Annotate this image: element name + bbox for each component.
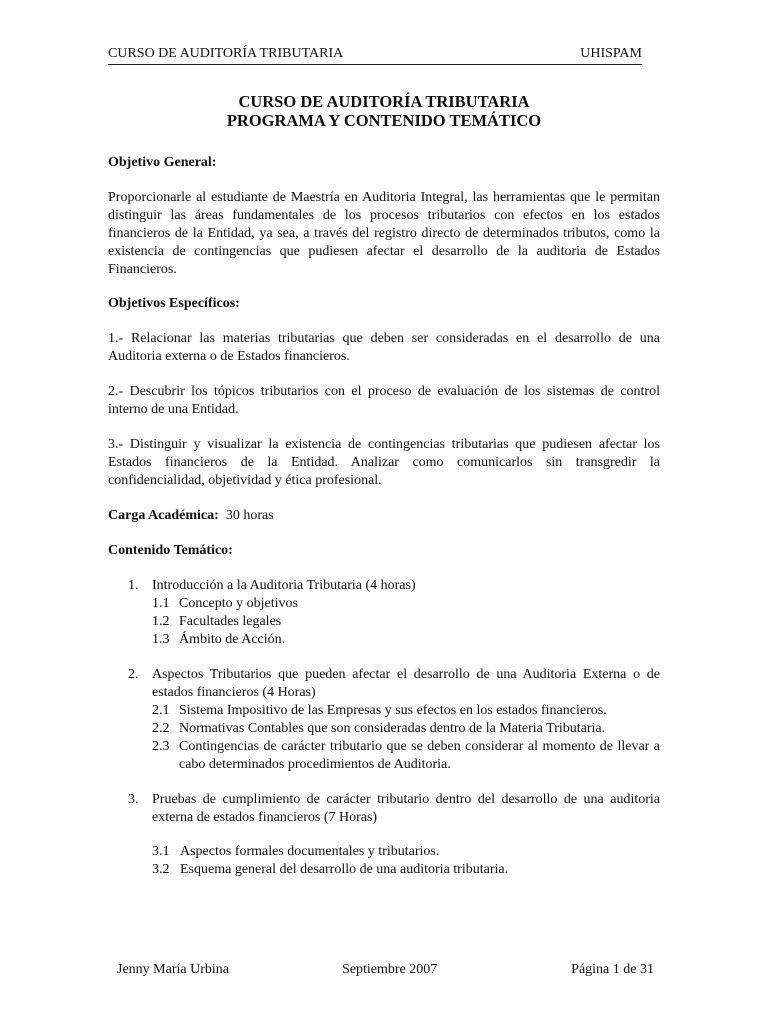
carga-academica-label: Carga Académica: xyxy=(108,508,219,523)
topic-1 xyxy=(108,577,660,595)
objetivos-especificos-heading: Objetivos Específicos: xyxy=(108,296,240,311)
subtopic-3-1 xyxy=(152,843,660,861)
subtopic-1-1 xyxy=(152,595,660,613)
carga-academica-value: 30 horas xyxy=(225,508,274,523)
subtopic-text: Aspectos formales documentales y tributarios. xyxy=(180,844,440,859)
subtopic-number: 2.3 xyxy=(152,739,170,754)
topic-number: 2. xyxy=(128,667,139,682)
subtopic-text: Contingencias de carácter tributario que se deben considerar al momento de llevar a cabo determinados procedimientos de Auditoria. xyxy=(179,739,660,772)
header-institution: UHISPAM xyxy=(580,46,642,61)
subtopic-number: 1.3 xyxy=(152,632,170,647)
footer-page-number: Página 1 de 31 xyxy=(571,962,654,977)
subtopic-number: 2.2 xyxy=(152,721,170,736)
subtopic-2-3 xyxy=(152,738,660,774)
subtopic-number: 1.1 xyxy=(152,596,170,611)
objetivo-especifico-2: 2.- Descubrir los tópicos tributarios con el proceso de evaluación de los sistemas de control interno de una Entidad. xyxy=(108,384,660,417)
subtopic-text: Esquema general del desarrollo de una auditoria tributaria. xyxy=(180,862,509,877)
title-line-2: PROGRAMA Y CONTENIDO TEMÁTICO xyxy=(226,111,542,130)
subtopic-text: Normativas Contables que son consideradas dentro de la Materia Tributaria. xyxy=(179,721,606,736)
footer-author: Jenny María Urbina xyxy=(117,962,229,977)
subtopic-number: 3.2 xyxy=(152,862,170,877)
subtopic-2-2 xyxy=(152,720,660,738)
running-header xyxy=(108,45,642,65)
topic-3 xyxy=(108,791,660,827)
objetivo-especifico-1: 1.- Relacionar las materias tributarias que deben ser consideradas en el desarrollo de una Auditoria externa o de Estados financieros. xyxy=(108,331,660,364)
document-title xyxy=(108,92,660,130)
subtopic-1-2 xyxy=(152,613,660,631)
subtopic-number: 1.2 xyxy=(152,614,170,629)
topic-title: Pruebas de cumplimiento de carácter tributario dentro del desarrollo de una auditoria externa de estados financieros (7 Horas) xyxy=(152,792,660,825)
subtopic-text: Sistema Impositivo de las Empresas y sus efectos en los estados financieros. xyxy=(179,703,607,718)
footer-date: Septiembre 2007 xyxy=(342,962,438,977)
header-course-title: CURSO DE AUDITORÍA TRIBUTARIA xyxy=(108,46,344,61)
title-line-1: CURSO DE AUDITORÍA TRIBUTARIA xyxy=(238,92,530,111)
carga-academica xyxy=(108,507,660,525)
topic-title: Introducción a la Auditoria Tributaria (4 horas) xyxy=(152,578,416,593)
contenido-tematico-heading: Contenido Temático: xyxy=(108,543,233,558)
objetivo-general-heading: Objetivo General: xyxy=(108,155,217,170)
subtopic-number: 3.1 xyxy=(152,844,170,859)
subtopic-text: Concepto y objetivos xyxy=(179,596,298,611)
subtopic-3-2 xyxy=(152,861,660,879)
subtopic-text: Facultades legales xyxy=(179,614,282,629)
topic-2 xyxy=(108,666,660,702)
subtopic-2-1 xyxy=(152,702,660,720)
topic-number: 3. xyxy=(128,792,139,807)
subtopic-text: Ámbito de Acción. xyxy=(179,632,286,647)
objetivo-especifico-3: 3.- Distinguir y visualizar la existencia de contingencias tributarias que pudiesen afectar los Estados financieros de la Entidad. Analizar como comunicarlos sin transgredir la confidencialidad, objetividad y ética profesional. xyxy=(108,437,660,488)
subtopic-number: 2.1 xyxy=(152,703,170,718)
subtopic-1-3 xyxy=(152,631,660,649)
topic-title: Aspectos Tributarios que pueden afectar el desarrollo de una Auditoria Externa o de estados financieros (4 Horas) xyxy=(152,667,660,700)
topic-number: 1. xyxy=(128,578,139,593)
document-body xyxy=(108,154,660,879)
objetivo-general-text: Proporcionarle al estudiante de Maestría en Auditoria Integral, las herramientas que le permitan distinguir las áreas fundamentales de los procesos tributarios con efectos en los estados financieros de la Entidad, ya sea, a través del registro directo de determinados tributos, como la existencia de contingencias que pudiesen afectar el desarrollo de la auditoria de Estados Financieros. xyxy=(108,190,660,277)
